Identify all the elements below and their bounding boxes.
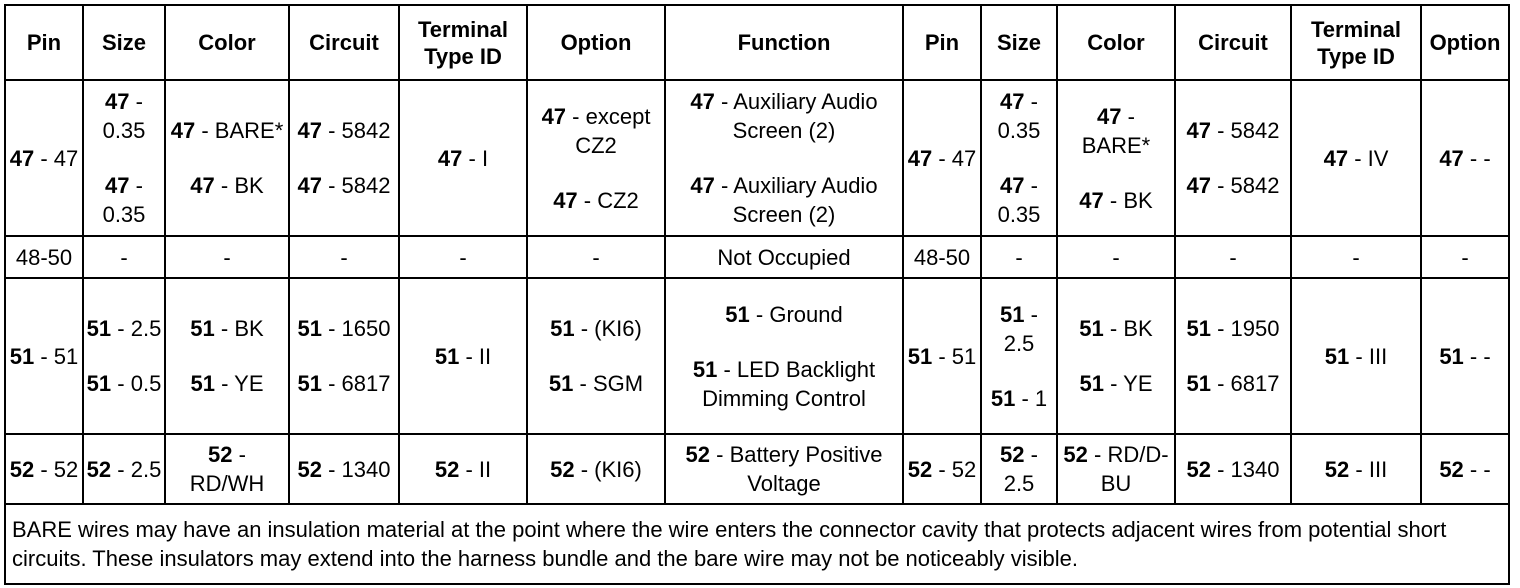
cell-circuit: - (1175, 236, 1291, 278)
table-row (5, 278, 1509, 434)
table-row (5, 236, 1509, 278)
footnote-row (5, 504, 1509, 584)
header-circuit: Circuit (1175, 5, 1291, 80)
table-row (5, 80, 1509, 236)
cell-pin: 47 - 47 (903, 80, 981, 236)
cell-size: 52 - 2.5 (83, 434, 165, 504)
header-option: Option (1421, 5, 1509, 80)
cell-color: - (165, 236, 289, 278)
cell-terminal-type: 51 - II (399, 278, 527, 434)
cell-size: - (981, 236, 1057, 278)
cell-pin: 48-50 (5, 236, 83, 278)
connector-pinout-table (4, 4, 1510, 585)
cell-pin: 48-50 (903, 236, 981, 278)
cell-color: 47 - BARE* 47 - BK (1057, 80, 1175, 236)
cell-color: 52 - RD/WH (165, 434, 289, 504)
cell-function: Not Occupied (665, 236, 903, 278)
header-pin: Pin (903, 5, 981, 80)
footnote-text: BARE wires may have an insulation material at the point where the wire enters the connector cavity that protects adjacent wires from potential short circuits. These insulators may extend into the harness bundle and the bare wire may not be noticeably visible. (5, 504, 1509, 584)
header-circuit: Circuit (289, 5, 399, 80)
cell-circuit: 52 - 1340 (289, 434, 399, 504)
cell-option: 52 - (KI6) (527, 434, 665, 504)
cell-function: 52 - Battery Positive Voltage (665, 434, 903, 504)
header-size: Size (83, 5, 165, 80)
cell-size: - (83, 236, 165, 278)
pinout-table-container (4, 4, 1508, 580)
header-color: Color (1057, 5, 1175, 80)
cell-option: 47 - - (1421, 80, 1509, 236)
cell-pin: 52 - 52 (5, 434, 83, 504)
cell-size: 52 - 2.5 (981, 434, 1057, 504)
cell-circuit: 47 - 5842 47 - 5842 (1175, 80, 1291, 236)
cell-size: 51 - 2.5 51 - 1 (981, 278, 1057, 434)
header-row (5, 5, 1509, 80)
cell-color: 51 - BK 51 - YE (1057, 278, 1175, 434)
header-size: Size (981, 5, 1057, 80)
cell-option: 51 - (KI6) 51 - SGM (527, 278, 665, 434)
cell-size: 51 - 2.5 51 - 0.5 (83, 278, 165, 434)
header-option: Option (527, 5, 665, 80)
cell-size: 47 - 0.35 47 - 0.35 (83, 80, 165, 236)
cell-pin: 51 - 51 (5, 278, 83, 434)
cell-terminal-type: 52 - III (1291, 434, 1421, 504)
cell-circuit: - (289, 236, 399, 278)
cell-option: - (527, 236, 665, 278)
header-terminal-type-id: Terminal Type ID (399, 5, 527, 80)
header-pin: Pin (5, 5, 83, 80)
header-terminal-type-id: Terminal Type ID (1291, 5, 1421, 80)
cell-function: 47 - Auxiliary Audio Screen (2) 47 - Auxiliary Audio Screen (2) (665, 80, 903, 236)
cell-option: 47 - except CZ2 47 - CZ2 (527, 80, 665, 236)
cell-terminal-type: - (1291, 236, 1421, 278)
cell-circuit: 52 - 1340 (1175, 434, 1291, 504)
cell-terminal-type: 51 - III (1291, 278, 1421, 434)
cell-pin: 51 - 51 (903, 278, 981, 434)
cell-option: 52 - - (1421, 434, 1509, 504)
cell-color: 52 - RD/D-BU (1057, 434, 1175, 504)
cell-terminal-type: - (399, 236, 527, 278)
cell-color: - (1057, 236, 1175, 278)
cell-color: 47 - BARE* 47 - BK (165, 80, 289, 236)
cell-circuit: 51 - 1650 51 - 6817 (289, 278, 399, 434)
cell-function: 51 - Ground 51 - LED Backlight Dimming Control (665, 278, 903, 434)
cell-pin: 52 - 52 (903, 434, 981, 504)
cell-terminal-type: 47 - IV (1291, 80, 1421, 236)
header-color: Color (165, 5, 289, 80)
cell-option: 51 - - (1421, 278, 1509, 434)
cell-circuit: 51 - 1950 51 - 6817 (1175, 278, 1291, 434)
cell-terminal-type: 47 - I (399, 80, 527, 236)
cell-circuit: 47 - 5842 47 - 5842 (289, 80, 399, 236)
cell-size: 47 - 0.35 47 - 0.35 (981, 80, 1057, 236)
table-row (5, 434, 1509, 504)
cell-color: 51 - BK 51 - YE (165, 278, 289, 434)
cell-option: - (1421, 236, 1509, 278)
cell-pin: 47 - 47 (5, 80, 83, 236)
header-function: Function (665, 5, 903, 80)
cell-terminal-type: 52 - II (399, 434, 527, 504)
